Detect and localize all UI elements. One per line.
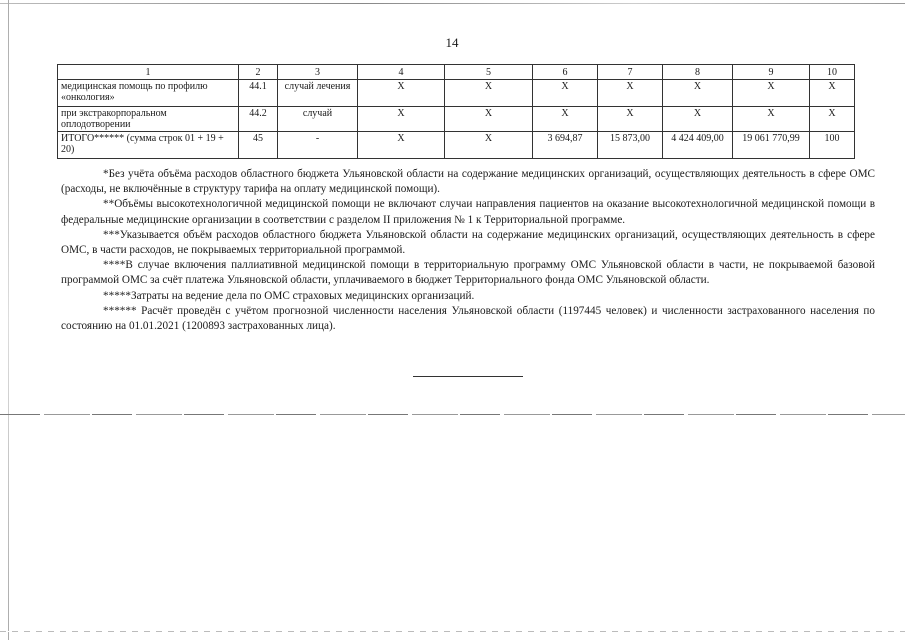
table-cell: X	[445, 80, 533, 107]
table-cell: медицинская помощь по профилю «онкология»	[58, 80, 239, 107]
table-cell: 100	[810, 132, 855, 159]
page-number: 14	[445, 35, 459, 50]
header-cell: 1	[58, 65, 239, 80]
table-cell: X	[445, 132, 533, 159]
table-cell: X	[358, 107, 445, 132]
table-cell: 19 061 770,99	[733, 132, 810, 159]
footnote: ****В случае включения паллиативной медицинской помощи в территориальную программу ОМС Ульяновской области в части, не покрываемой базовой программой ОМС за счёт платежа Ульяновской области, уплачиваемого в бюджет Территориального фонда ОМС Ульяновской области.	[61, 259, 875, 287]
table-cell: X	[733, 80, 810, 107]
header-cell: 6	[533, 65, 598, 80]
footnote: **Объёмы высокотехнологичной медицинской помощи не включают случаи направления пациентов на оказание высокотехнологичной медицинской помощи в федеральные медицинские организации в соответствии с разделом II приложения № 1 к Территориальной программе.	[61, 198, 875, 226]
table-cell: X	[358, 80, 445, 107]
data-table	[57, 64, 855, 159]
footnotes	[61, 167, 875, 334]
table-cell: 3 694,87	[533, 132, 598, 159]
table-row	[58, 80, 855, 107]
table-cell: X	[445, 107, 533, 132]
table-cell: X	[663, 80, 733, 107]
header-cell: 8	[663, 65, 733, 80]
table-cell: 44.2	[239, 107, 278, 132]
table-cell: X	[598, 107, 663, 132]
table-cell: X	[810, 107, 855, 132]
header-cell: 5	[445, 65, 533, 80]
footnote: *Без учёта объёма расходов областного бюджета Ульяновской области на содержание медицинских организаций, осуществляющих деятельность в сфере ОМС (расходы, не включённые в структуру тарифа на оплату медицинской помощи).	[61, 168, 875, 196]
scan-edge-bottom	[0, 631, 905, 632]
scan-crease-line	[0, 414, 905, 415]
header-cell: 9	[733, 65, 810, 80]
header-cell: 3	[278, 65, 358, 80]
table-cell: X	[810, 80, 855, 107]
header-cell: 4	[358, 65, 445, 80]
header-cell: 2	[239, 65, 278, 80]
table-cell: 4 424 409,00	[663, 132, 733, 159]
header-cell: 7	[598, 65, 663, 80]
table-cell: 45	[239, 132, 278, 159]
table-row	[58, 107, 855, 132]
footnote: ***Указывается объём расходов областного бюджета Ульяновской области на содержание медицинских организаций, осуществляющих деятельность в сфере ОМС, в части расходов, не покрываемых территориальной программой.	[61, 228, 875, 257]
table-cell: X	[733, 107, 810, 132]
table-cell: при экстракорпоральном оплодотворении	[58, 107, 239, 132]
header-cell: 10	[810, 65, 855, 80]
table-cell: X	[533, 107, 598, 132]
table-cell: ИТОГО****** (сумма строк 01 + 19 + 20)	[58, 132, 239, 159]
table-cell: X	[598, 80, 663, 107]
table-cell: X	[533, 80, 598, 107]
table-cell: X	[663, 107, 733, 132]
table-cell: 15 873,00	[598, 132, 663, 159]
footnote: ****** Расчёт проведён с учётом прогнозной численности населения Ульяновской области (1197445 человек) и численности застрахованного населения по состоянию на 01.01.2021 (1200893 застрахованных лица).	[61, 304, 875, 333]
end-separator-line	[413, 376, 523, 377]
table-cell: X	[358, 132, 445, 159]
scan-edge-left	[8, 0, 9, 640]
table-cell: 44.1	[239, 80, 278, 107]
table-header-row	[58, 65, 855, 80]
table-cell: случай лечения	[278, 80, 358, 107]
table-cell: -	[278, 132, 358, 159]
table-cell: случай	[278, 107, 358, 132]
scan-edge-top	[0, 3, 905, 4]
table-row-total	[58, 132, 855, 159]
footnote: *****Затраты на ведение дела по ОМС страховых медицинских организаций.	[103, 289, 475, 302]
